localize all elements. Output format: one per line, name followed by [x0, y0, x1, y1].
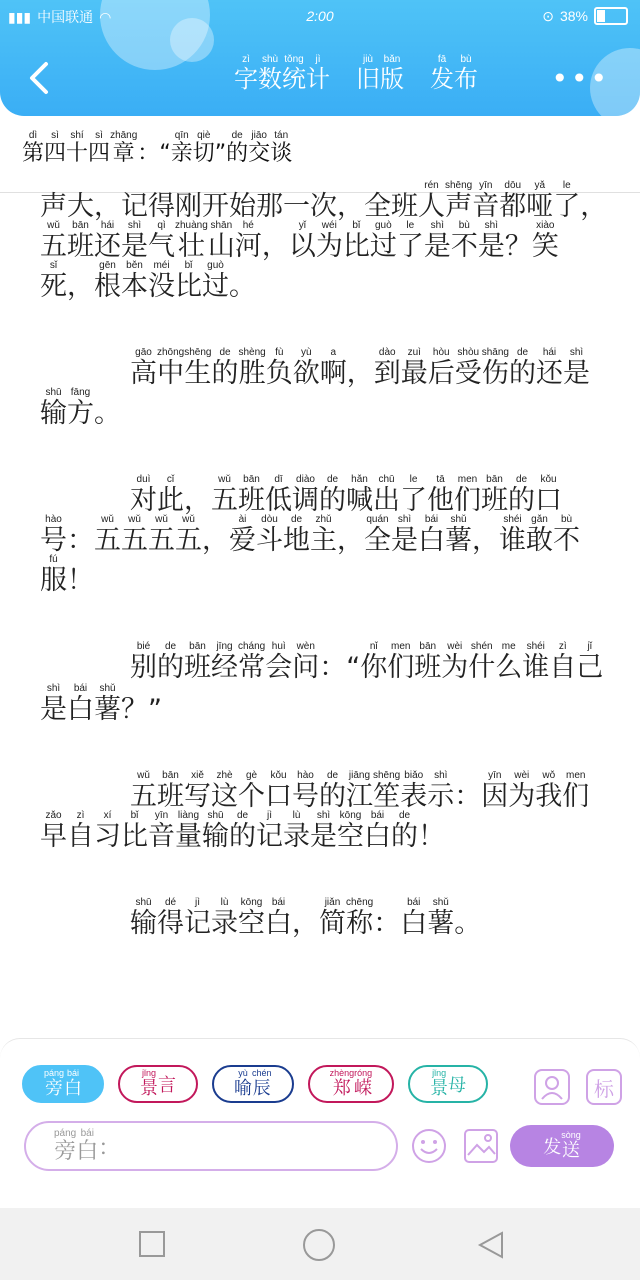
story-char: 的de: [508, 474, 535, 516]
story-char: ：: [319, 652, 347, 683]
title-bar: [0, 40, 640, 110]
story-char: 白bái: [418, 514, 445, 556]
chapter-char: 切qiè: [192, 130, 215, 166]
story-char: 哑yǎ: [526, 180, 554, 222]
story-char: 班: [391, 191, 418, 222]
send-button[interactable]: [510, 1125, 614, 1167]
status-bar: [0, 0, 640, 34]
story-char: 为wéi: [315, 220, 343, 262]
story-char: 五wǔ: [211, 474, 238, 516]
story-char: 声shēng: [445, 180, 473, 222]
story-paragraph: [40, 347, 610, 434]
story-paragraph: [40, 641, 610, 730]
story-char: ？: [504, 231, 532, 262]
story-char: 欲yù: [292, 347, 320, 389]
chip-char: 景jǐng: [140, 1067, 159, 1099]
story-char: 比bǐ: [342, 220, 370, 262]
menu-char: 旧jiù: [356, 54, 380, 93]
story-char: 是shì: [121, 220, 148, 262]
menu-char: 发fā: [430, 54, 454, 93]
story-char: 大: [67, 191, 94, 222]
header-menu-item-0[interactable]: [234, 54, 330, 94]
character-chip-1[interactable]: [118, 1065, 198, 1103]
chapter-char: 亲qīn: [170, 130, 193, 166]
battery-icon: [594, 7, 628, 25]
chapter-char: ”: [214, 141, 227, 166]
header-menu-item-1[interactable]: [356, 54, 404, 94]
story-char: 受shòu: [454, 347, 482, 389]
chip-char: 景jǐng: [430, 1067, 449, 1099]
story-char: 们men: [454, 474, 481, 516]
emoji-button[interactable]: [410, 1127, 448, 1165]
story-char: 输shū: [202, 810, 229, 852]
story-char: 对duì: [130, 474, 157, 516]
battery-percent: 38%: [559, 8, 588, 24]
story-char: 你nǐ: [360, 641, 388, 683]
story-char: 次: [310, 191, 337, 222]
signal-icon: ▮▮▮: [8, 8, 32, 25]
story-char: 薯shǔ: [427, 897, 455, 939]
story-char: 得: [148, 191, 175, 222]
story-char: 喊hǎn: [346, 474, 373, 516]
story-char: 没méi: [148, 260, 175, 302]
story-char: 声: [40, 191, 67, 222]
story-char: 伤shāng: [481, 347, 509, 389]
story-char: 胜shèng: [238, 347, 266, 389]
story-char: 山shān: [207, 220, 235, 262]
story-char: 白bái: [265, 897, 292, 939]
story-char: ：: [67, 525, 94, 556]
story-char: 过guò: [369, 220, 397, 262]
chapter-char: ：: [137, 141, 160, 166]
story-char: 。: [454, 908, 482, 939]
story-char: 的de: [391, 810, 418, 852]
story-char: 江jiāng: [346, 770, 373, 812]
story-char: 五wǔ: [94, 514, 121, 556]
menu-char: 布bù: [454, 54, 478, 93]
chapter-char: 四sì: [44, 130, 67, 166]
story-char: 谁shéi: [522, 641, 550, 683]
character-chip-0[interactable]: [22, 1065, 104, 1103]
story-char: 低dī: [265, 474, 292, 516]
chapter-char: 的de: [226, 130, 249, 166]
chapter-char: 十shí: [66, 130, 89, 166]
person-icon: [536, 1071, 568, 1103]
story-char: 方fāng: [67, 387, 94, 429]
header-menu-item-2[interactable]: [430, 54, 478, 94]
menu-char: 版bǎn: [380, 54, 404, 93]
story-char: 他tā: [427, 474, 454, 516]
story-char: 了le: [553, 180, 581, 222]
input-label-char: ：: [98, 1135, 121, 1161]
story-char: 地de: [283, 514, 310, 556]
story-char: 班bān: [184, 641, 211, 683]
story-char: ，: [94, 191, 121, 222]
story-char: 。: [229, 271, 256, 302]
chip-char: 嵘róng: [354, 1067, 373, 1099]
story-char: 比bǐ: [175, 260, 202, 302]
story-char: 这zhè: [211, 770, 238, 812]
chip-char: 言: [158, 1075, 177, 1096]
story-char: 那: [256, 191, 283, 222]
story-char: 笑xiào: [531, 220, 559, 262]
story-char: 们men: [387, 641, 415, 683]
story-char: 一: [283, 191, 310, 222]
story-char: 到dào: [373, 347, 401, 389]
chip-char: 旁páng: [44, 1067, 65, 1099]
story-char: “: [346, 652, 361, 683]
rotation-lock-icon: ⊙: [542, 7, 554, 24]
story-char: 还hái: [94, 220, 121, 262]
send-char: 送sòng: [561, 1129, 581, 1161]
chapter-char: “: [159, 141, 171, 166]
story-char: 过guò: [202, 260, 229, 302]
story-char: 是shì: [563, 347, 590, 389]
chapter-char: 第dì: [22, 130, 45, 166]
story-char: 高gāo: [130, 347, 157, 389]
story-char: 什shén: [468, 641, 496, 683]
chip-char: 母: [448, 1075, 467, 1096]
story-char: ，: [337, 191, 364, 222]
story-char: 号hào: [292, 770, 319, 812]
story-char: 全quán: [364, 514, 391, 556]
story-char: 班bān: [67, 220, 94, 262]
tag-button[interactable]: 标: [586, 1069, 622, 1105]
story-char: 别bié: [130, 641, 157, 683]
story-char: ，: [292, 908, 319, 939]
story-paragraph: [40, 770, 610, 857]
story-char: 班bān: [481, 474, 508, 516]
story-char: ，: [337, 525, 364, 556]
story-paragraph: [40, 897, 610, 944]
story-char: 生shēng: [184, 347, 212, 389]
story-char: 么me: [495, 641, 523, 683]
story-char: 死sǐ: [40, 260, 67, 302]
story-char: 薯shǔ: [94, 683, 121, 725]
chevron-left-icon: [22, 58, 58, 98]
story-char: ，: [346, 358, 374, 389]
story-char: 班bān: [238, 474, 265, 516]
story-char: 号hào: [40, 514, 67, 556]
clock: 2:00: [306, 8, 334, 24]
story-char: 本běn: [121, 260, 148, 302]
story-char: 口kǒu: [535, 474, 562, 516]
story-char: 常cháng: [238, 641, 266, 683]
story-char: 录lù: [283, 810, 310, 852]
story-char: ，: [472, 525, 499, 556]
story-char: 己jǐ: [576, 641, 604, 683]
story-char: 表biǎo: [400, 770, 428, 812]
story-char: 不bù: [553, 514, 580, 556]
story-char: 五wǔ: [121, 514, 148, 556]
story-char: 班bān: [414, 641, 442, 683]
story-char: 了le: [396, 220, 424, 262]
story-char: 空kōng: [238, 897, 265, 939]
back-button[interactable]: [22, 58, 58, 98]
story-char: 调diào: [292, 474, 319, 516]
story-char: 自zì: [549, 641, 577, 683]
chapter-char: 交jiāo: [248, 130, 271, 166]
system-nav-bar: [0, 1208, 640, 1280]
story-char: 的de: [319, 770, 346, 812]
story-char: 示shì: [427, 770, 455, 812]
story-char: 是shì: [310, 810, 337, 852]
story-char: 是shì: [391, 514, 418, 556]
story-char: 刚: [175, 191, 202, 222]
story-char: 写xiě: [184, 770, 211, 812]
story-char: 简jiǎn: [319, 897, 346, 939]
chip-char: 白bái: [64, 1067, 83, 1099]
story-char: 的de: [211, 347, 239, 389]
story-char: 全: [364, 191, 391, 222]
story-char: ，: [261, 231, 289, 262]
story-char: 量liàng: [175, 810, 202, 852]
story-char: ”: [148, 694, 162, 725]
home-icon[interactable]: [302, 1228, 336, 1262]
recents-icon[interactable]: [138, 1230, 166, 1258]
character-chip-2[interactable]: [212, 1065, 294, 1103]
story-char: 开: [202, 191, 229, 222]
back-nav-icon[interactable]: [476, 1230, 506, 1260]
story-char: 音yīn: [472, 180, 500, 222]
story-char: ？: [121, 694, 148, 725]
story-char: 人rén: [418, 180, 445, 222]
story-char: 都dōu: [499, 180, 527, 222]
story-char: 负fù: [265, 347, 293, 389]
story-char: 我wǒ: [535, 770, 563, 812]
story-char: 得dé: [157, 897, 184, 939]
story-char: 以yǐ: [288, 220, 316, 262]
story-char: 的de: [509, 347, 536, 389]
story-char: 习xí: [94, 810, 121, 852]
character-chip-4[interactable]: [408, 1065, 488, 1103]
chapter-char: 章zhāng: [110, 130, 138, 166]
story-char: 口kǒu: [265, 770, 292, 812]
header-menu: [234, 54, 478, 94]
chip-char: 喻yù: [234, 1067, 253, 1099]
story-char: 们men: [562, 770, 590, 812]
story-char: ！: [67, 565, 94, 596]
image-button[interactable]: [462, 1127, 500, 1165]
story-char: 为wèi: [441, 641, 469, 683]
chapter-char: 谈tán: [270, 130, 293, 166]
story-char: 录lù: [211, 897, 238, 939]
story-char: 白bái: [400, 897, 428, 939]
story-char: 啊a: [319, 347, 347, 389]
carrier-label: 中国联通: [37, 9, 94, 25]
story-char: 班bān: [157, 770, 184, 812]
story-char: 记jì: [256, 810, 283, 852]
story-char: 比bǐ: [121, 810, 148, 852]
chip-char: 郑zhèng: [329, 1067, 355, 1099]
story-char: 音yīn: [148, 810, 175, 852]
story-char: ，: [580, 191, 608, 222]
story-char: 为wèi: [508, 770, 536, 812]
compose-panel: [0, 1038, 640, 1179]
story-char: 的de: [229, 810, 256, 852]
story-char: ，: [202, 525, 229, 556]
story-char: 输shū: [130, 897, 157, 939]
story-char: 白bái: [67, 683, 94, 725]
story-char: 记jì: [184, 897, 211, 939]
story-char: 称chēng: [346, 897, 374, 939]
story-char: 气qì: [148, 220, 175, 262]
input-label-char: 旁páng: [54, 1127, 77, 1164]
story-char: 了le: [400, 474, 427, 516]
send-char: 发: [543, 1137, 562, 1158]
story-char: 根gēn: [94, 260, 121, 302]
chip-char: 辰chén: [252, 1067, 272, 1099]
character-manage-button[interactable]: [534, 1069, 570, 1105]
story-paragraph: [40, 180, 610, 307]
story-char: 的de: [157, 641, 184, 683]
wifi-icon: ◠: [99, 8, 112, 25]
story-char: 始: [229, 191, 256, 222]
input-label-char: 白bái: [76, 1127, 99, 1164]
story-char: 空kōng: [337, 810, 364, 852]
story-char: 五wǔ: [175, 514, 202, 556]
story-char: 是shì: [477, 220, 505, 262]
story-char: 还hái: [536, 347, 563, 389]
story-char: ：: [373, 908, 401, 939]
story-char: 经jīng: [211, 641, 238, 683]
message-input[interactable]: [24, 1121, 398, 1171]
story-char: 早zǎo: [40, 810, 67, 852]
story-char: 五wǔ: [130, 770, 157, 812]
story-char: 服fú: [40, 554, 67, 596]
story-content[interactable]: [40, 180, 610, 1010]
story-char: 出chū: [373, 474, 400, 516]
menu-char: 数shù: [258, 54, 282, 93]
story-char: 是shì: [423, 220, 451, 262]
story-char: 自zì: [67, 810, 94, 852]
character-chip-3[interactable]: [308, 1065, 395, 1103]
story-char: 河hé: [234, 220, 262, 262]
story-char: 会huì: [265, 641, 293, 683]
story-char: 因yīn: [481, 770, 509, 812]
story-char: 壮zhuàng: [175, 220, 208, 262]
story-char: 是shì: [40, 683, 67, 725]
story-char: 谁shéi: [499, 514, 526, 556]
chapter-char: 四sì: [88, 130, 111, 166]
story-char: 五wǔ: [40, 220, 67, 262]
story-char: 问wèn: [292, 641, 320, 683]
story-char: 。: [94, 398, 121, 429]
menu-char: 统tǒng: [282, 54, 306, 93]
character-chips: [22, 1065, 488, 1103]
story-char: 后hòu: [427, 347, 455, 389]
story-char: 斗dòu: [256, 514, 283, 556]
story-char: ：: [454, 781, 482, 812]
story-char: 记: [121, 191, 148, 222]
story-char: 不bù: [450, 220, 478, 262]
story-char: 白bái: [364, 810, 391, 852]
menu-char: 字zì: [234, 54, 258, 93]
menu-char: 计jì: [306, 54, 330, 93]
story-char: 敢gǎn: [526, 514, 553, 556]
story-char: ，: [67, 271, 94, 302]
story-char: ！: [418, 821, 445, 852]
story-char: 中zhōng: [157, 347, 185, 389]
story-char: ，: [184, 485, 211, 516]
story-char: 个gè: [238, 770, 265, 812]
story-paragraph: [40, 474, 610, 601]
story-char: 五wǔ: [148, 514, 175, 556]
story-char: 笙shēng: [373, 770, 401, 812]
more-options-button[interactable]: •••: [551, 62, 610, 95]
story-char: 输shū: [40, 387, 67, 429]
app-header: [0, 0, 640, 116]
story-char: 此cǐ: [157, 474, 184, 516]
story-char: 薯shǔ: [445, 514, 472, 556]
story-char: 的de: [319, 474, 346, 516]
story-char: 主zhǔ: [310, 514, 337, 556]
story-char: 最zuì: [400, 347, 428, 389]
story-char: 爱ài: [229, 514, 256, 556]
chapter-title: [22, 130, 292, 167]
